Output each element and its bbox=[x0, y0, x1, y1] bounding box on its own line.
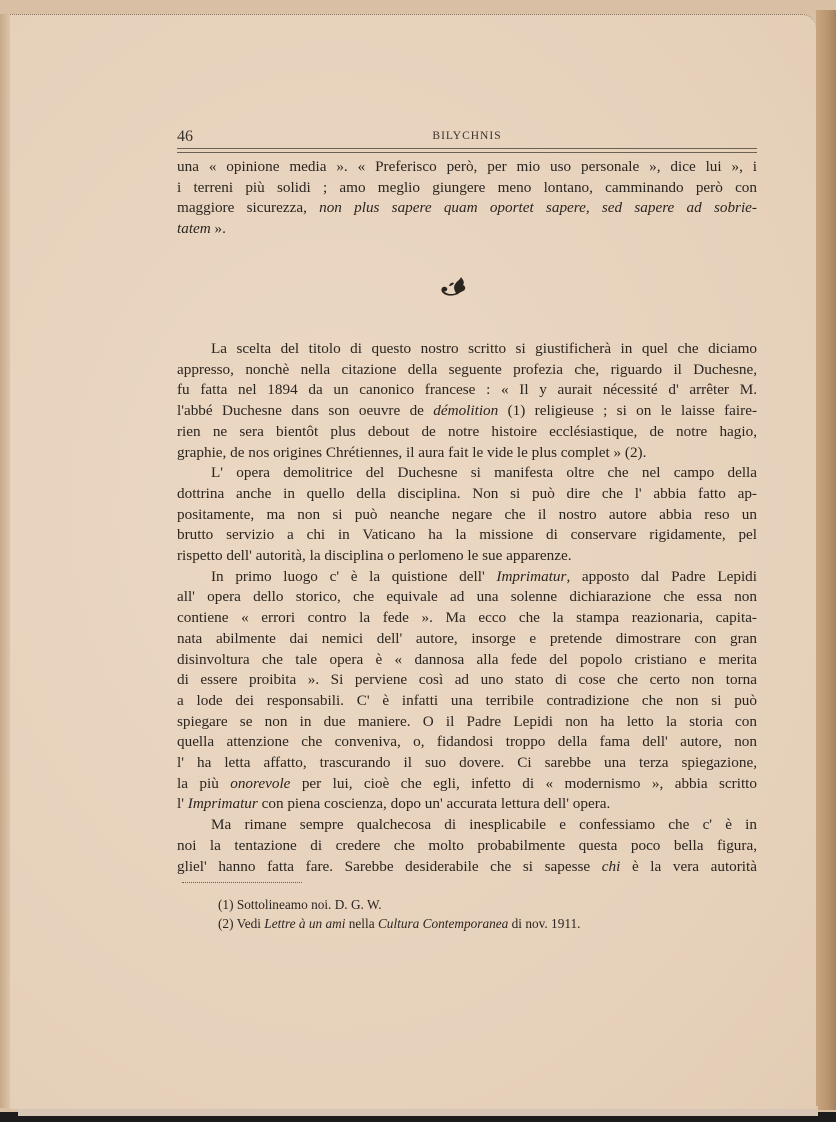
paragraph-line: La scelta del titolo di questo nostro scritto si giustificherà in quel che diciamo bbox=[211, 340, 757, 357]
footnote: (2) Vedi Lettre à un ami nella Cultura Contemporanea di nov. 1911. bbox=[218, 916, 581, 931]
paragraph-line: spiegare se non in due maniere. O il Padre Lepidi non ha letto la storia con bbox=[177, 712, 757, 730]
paragraph-line: rispetto dell' autorità, la disciplina o perlomeno le sue apparenze. bbox=[177, 547, 572, 565]
fleuron-icon-graphic bbox=[438, 274, 468, 300]
paragraph-line: l' ha letta affatto, trascurando il suo dovere. Ci sarebbe una terza spiegazione, bbox=[177, 754, 757, 772]
italic-text: Cultura Contemporanea bbox=[377, 916, 509, 931]
paragraph-line: maggiore sicurezza, non plus sapere quam oportet sapere, sed sapere ad sobrie- bbox=[177, 199, 757, 217]
paragraph-line: brutto servizio a chi in Vaticano ha la missione di conservare rigidamente, pel bbox=[177, 526, 757, 544]
footnote-separator bbox=[182, 882, 302, 883]
paragraph-line: appresso, nonchè nella citazione della seguente profezia che, riguardo il Duchesne, bbox=[177, 360, 757, 378]
paragraph-line: fu fatta nel 1894 da un canonico francese : « Il y aurait nécessité d' arrêter M. bbox=[177, 381, 757, 399]
paragraph-line: l'abbé Duchesne dans son oeuvre de démolition (1) religieuse ; si on le laisse faire- bbox=[177, 402, 758, 420]
paragraph-line: noi la tentazione di credere che molto probabilmente questa poco bella figura, bbox=[177, 836, 757, 854]
journal-title: BILYCHNIS bbox=[432, 130, 502, 142]
paragraph-line: disinvoltura che tale opera è « dannosa alla fede del popolo cristiano e merita bbox=[177, 650, 757, 668]
paragraph-line: nata abilmente dai nemici dell' autore, insorge e pretende dimostrare con gran bbox=[177, 629, 757, 647]
paragraph-line: la più onorevole per lui, cioè che egli, infetto di « modernismo », abbia scritto bbox=[177, 774, 757, 792]
opening-paragraph bbox=[177, 157, 757, 240]
paragraph-line: una « opinione media ». « Preferisco però, per mio uso personale », dice lui », i bbox=[177, 158, 757, 175]
paragraph bbox=[177, 567, 757, 815]
paragraph-line: rien ne sera bientôt plus debout de notre histoire ecclésiastique, de notre hagio, bbox=[177, 422, 757, 440]
fleuron-icon bbox=[438, 274, 468, 300]
paragraph-line: In primo luogo c' è la quistione dell' Imprimatur, apposto dal Padre Lepidi bbox=[211, 567, 757, 585]
paragraph bbox=[177, 815, 757, 877]
binding-edge bbox=[0, 14, 10, 1108]
paragraph-line: i terreni più solidi ; amo meglio giungere meno lontano, camminando però con bbox=[177, 178, 757, 196]
page-number: 46 bbox=[177, 128, 193, 145]
main-text bbox=[177, 339, 757, 877]
paragraph bbox=[177, 339, 757, 463]
italic-text: Lettre à un ami bbox=[264, 916, 346, 931]
italic-text: onorevole bbox=[230, 774, 291, 792]
header-double-rule bbox=[177, 148, 757, 153]
paragraph-line: positamente, ma non si può neanche negare che il nostro autore abbia reso un bbox=[177, 505, 757, 523]
running-head bbox=[177, 128, 757, 148]
paragraph-line: all' opera dello storico, che equivale ad una solenne dichiarazione che essa non bbox=[177, 588, 757, 606]
paragraph-line: l' Imprimatur con piena coscienza, dopo un' accurata lettura dell' opera. bbox=[177, 795, 611, 813]
footnotes bbox=[218, 895, 738, 933]
italic-text: démolition bbox=[433, 402, 499, 420]
paragraph-line: graphie, de nos origines Chrétiennes, il aura fait le vide le plus complet » (2). bbox=[177, 443, 647, 461]
paragraph-line: quella attenzione che conveniva, o, fidandosi troppo della fama dell' autore, non bbox=[177, 733, 757, 751]
paragraph-line: dottrina anche in quello della disciplina. Non si può dire che l' abbia fatto ap- bbox=[177, 484, 757, 502]
italic-text: Imprimatur bbox=[496, 567, 567, 585]
paragraph-line: L' opera demolitrice del Duchesne si manifesta oltre che nel campo della bbox=[211, 464, 757, 482]
page-stack-edge bbox=[816, 10, 836, 1110]
paragraph-line: contiene « errori contro la fede ». Ma ecco che la stampa reazionaria, capita- bbox=[177, 609, 757, 627]
paragraph bbox=[177, 463, 757, 567]
paragraph-line: tatem ». bbox=[177, 220, 226, 238]
paragraph-line: di essere proibita ». Si perviene così ad uno stato di cose che certo non torna bbox=[177, 671, 757, 689]
italic-text: tatem bbox=[177, 220, 211, 238]
paragraph-line: gliel' hanno fatta fare. Sarebbe desiderabile che si sapesse chi è la vera autorità bbox=[177, 857, 757, 875]
italic-text: Imprimatur bbox=[187, 795, 258, 813]
paragraph-line: a lode dei responsabili. C' è infatti una terribile contradizione che non si può bbox=[177, 691, 757, 709]
footnote: (1) Sottolineamo noi. D. G. W. bbox=[218, 897, 382, 912]
italic-text: chi bbox=[601, 857, 621, 875]
paragraph-line: Ma rimane sempre qualchecosa di inesplicabile e confessiamo che c' è in bbox=[211, 816, 757, 834]
italic-text: non plus sapere quam oportet sapere, sed sapere ad sobrie- bbox=[319, 199, 757, 217]
